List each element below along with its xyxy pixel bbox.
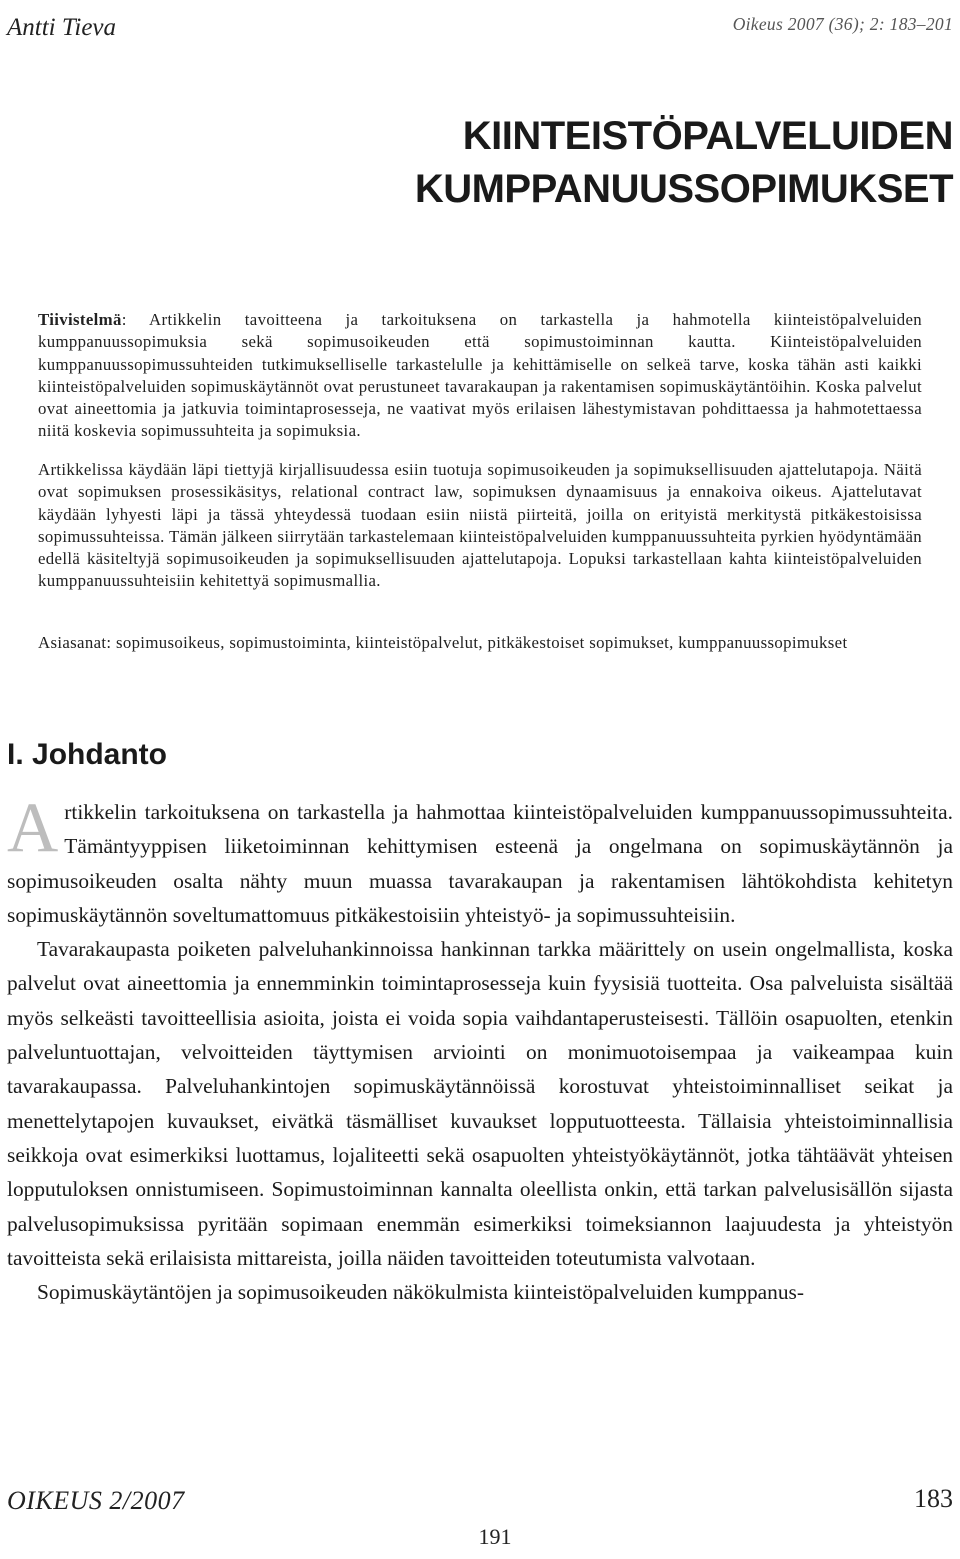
article-title-line-2: KUMPPANUUSSOPIMUKSET xyxy=(414,167,953,211)
article-title-line-1: KIINTEISTÖPALVELUIDEN xyxy=(462,114,953,158)
footer-page-number: 183 xyxy=(914,1484,953,1513)
body-text xyxy=(7,789,953,1309)
drop-cap: A xyxy=(7,789,59,867)
body-paragraph-1-text: rtikkelin tarkoituksena on tarkastella ja hahmottaa kiinteistöpalveluiden kumppanuussopimussuhteita. Tämäntyyppisen liiketoiminnan kehittymisen esteenä ja ongelmana on sopimuskäytännön ja sopimusoikeuden osalta nähty muun muassa tavarakaupan ja rakentamisen lähtökohdista kehitetyn sopimuskäytännön soveltumattomuus pitkäkestoisiin yhteistyö- ja sopimussuhteisiin. xyxy=(7,800,953,927)
footer-journal: OIKEUS 2/2007 xyxy=(7,1486,185,1515)
body-paragraph-3: Sopimuskäytäntöjen ja sopimusoikeuden näkökulmista kiinteistöpalveluiden kumppanus- xyxy=(37,1280,804,1305)
keywords-text: Asiasanat: sopimusoikeus, sopimustoiminta, kiinteistöpalvelut, pitkäkestoiset sopimukset, kumppanuussopimukset xyxy=(38,633,848,652)
abstract-text-2: Artikkelissa käydään läpi tiettyjä kirjallisuudessa esiin tuotuja sopimusoikeuden ja sopimuksellisuuden ajattelutapoja. Näitä ovat sopimuksen prosessikäsitys, relational contract law, sopimuksen dynaamisuus ja ennakoiva oikeus. Ajattelutavat käydään lyhyesti läpi ja tässä yhteydessä tuodaan esiin niistä piirteitä, joilla on erityistä merkitystä pitkäkestoisissa sopimussuhteissa. Tämän jälkeen siirrytään tarkastelemaan kiinteistöpalveluiden kumppanuussuhteita pyrkien hyödyntämään edellä käsiteltyjä sopimusoikeuden ja sopimuksellisuuden ajattelutapoja. Lopuksi tarkastellaan kahta kiinteistöpalveluiden kumppanuussuhteisiin kehitettyä sopimusmallia. xyxy=(38,460,922,591)
abstract-label: Tiivistelmä xyxy=(38,310,122,329)
article-title xyxy=(53,110,953,216)
abstract-paragraph-2 xyxy=(38,459,922,593)
abstract-keywords xyxy=(38,632,922,654)
body-paragraph-1 xyxy=(7,789,953,932)
footer-sequence-number: 191 xyxy=(478,1524,512,1549)
running-header-citation: Oikeus 2007 (36); 2: 183–201 xyxy=(732,14,953,34)
body-paragraph-2: Tavarakaupasta poiketen palveluhankinnoissa hankinnan tarkka määrittely on usein ongelmallista, koska palvelut ovat aineettomia ja ennemminkin toimintaprosesseja kuin fyysisiä tuotteita. Osa palveluista sisältää myös selkeästi tavoitteellisia asioita, joista ei voida sopia vaihdantaperusteisesti. Tällöin osapuolten, etenkin palveluntuottajan, velvoitteiden täyttymisen arviointi on monimuotoisempaa ja vaikeampaa kuin tavarakaupassa. Palveluhankintojen sopimuskäytännöissä korostuvat yhteistoiminnalliset seikat ja menettelytapojen kuvaukset, eivätkä täsmälliset kuvaukset lopputuotteesta. Tällaisia yhteistoiminnallisia seikkoja ovat esimerkiksi luottamus, lojaliteetti sekä osapuolten yhteistyökäytännöt, jotka tähtäävät yhteisen lopputuloksen onnistumiseen. Sopimustoiminnan kannalta oleellista onkin, että tarkan palvelusisällön sijasta palvelusopimuksissa pyritään sopimaan enemmän esimerkiksi toimeksiannon laajuudesta ja yhteistyön tavoitteista sekä erilaisista mittareista, joilla näiden tavoitteiden toteutumista valvotaan. xyxy=(7,937,953,1270)
running-header-author: Antti Tieva xyxy=(7,14,117,41)
abstract-paragraph-1 xyxy=(38,309,922,443)
abstract-text-1: : Artikkelin tavoitteena ja tarkoituksena on tarkastella ja hahmotella kiinteistöpalveluiden kumppanuussopimuksia sekä sopimusoikeuden että sopimustoiminnan kautta. Kiinteistöpalveluiden kumppanuussopimussuhteiden tutkimukselliselle tarkastelulle ja kehittämiselle on selkeä tarve, koska tähän asti kaikki kiinteistöpalveluiden sopimuskäytännöt ovat perustuneet tavarakaupan ja rakentamisen sopimuskäytäntöihin. Koska palvelut ovat aineettomia ja jatkuvia toimintaprosesseja, ne vaativat myös erilaisen lähestymistavan pohdittaessa ja hahmotettaessa niitä koskevia sopimussuhteita ja sopimuksia. xyxy=(38,310,922,441)
section-heading: I. Johdanto xyxy=(7,738,167,771)
